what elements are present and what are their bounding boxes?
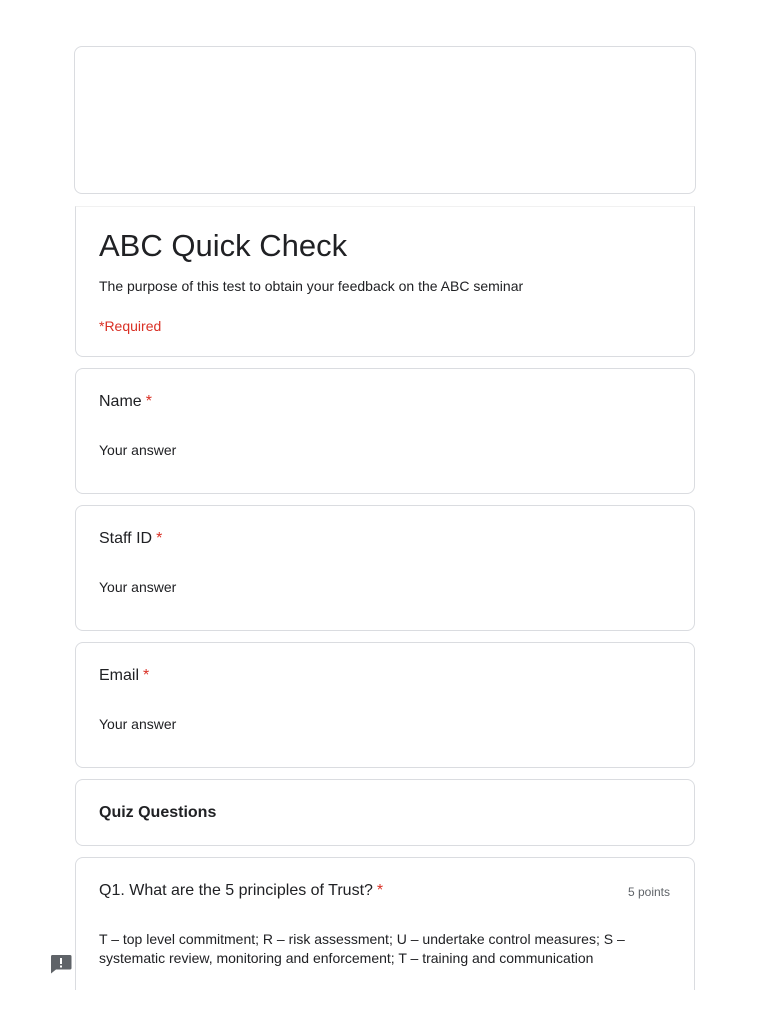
question-card-staff-id — [75, 505, 695, 631]
question-title — [99, 391, 152, 413]
required-asterisk: * — [156, 530, 163, 547]
quiz-answer-text: T – top level commitment; R – risk assessment; U – undertake control measures; S – systematic review, monitoring and enforcement; T – training and communication — [99, 931, 625, 966]
required-note: *Required — [99, 318, 162, 334]
required-asterisk: * — [143, 667, 150, 684]
report-problem-icon[interactable] — [50, 954, 72, 974]
points-badge: 5 points — [627, 885, 670, 899]
name-input[interactable]: Your answer — [99, 442, 177, 458]
page-bottom — [0, 990, 768, 1024]
question-label: Staff ID — [99, 530, 153, 547]
form-description: The purpose of this test to obtain your feedback on the ABC seminar — [99, 278, 524, 294]
quiz-question-label: Q1. What are the 5 principles of Trust? — [99, 882, 373, 899]
form-title: ABC Quick Check — [99, 228, 348, 263]
question-title — [99, 665, 149, 687]
question-label: Email — [99, 667, 140, 684]
quiz-question-title — [99, 880, 383, 902]
section-header-card — [75, 779, 695, 846]
required-asterisk: * — [145, 393, 152, 410]
question-label: Name — [99, 393, 142, 410]
required-asterisk: * — [376, 882, 384, 899]
question-card-email — [75, 642, 695, 768]
question-title — [99, 528, 162, 550]
email-input[interactable]: Your answer — [99, 716, 177, 732]
report-problem-icon-svg — [50, 954, 72, 974]
question-card-name — [75, 368, 695, 494]
form-title-card — [75, 206, 695, 357]
quiz-question-card — [75, 857, 695, 997]
section-title: Quiz Questions — [99, 804, 217, 821]
staff-id-input[interactable]: Your answer — [99, 579, 177, 595]
header-banner — [74, 46, 696, 194]
